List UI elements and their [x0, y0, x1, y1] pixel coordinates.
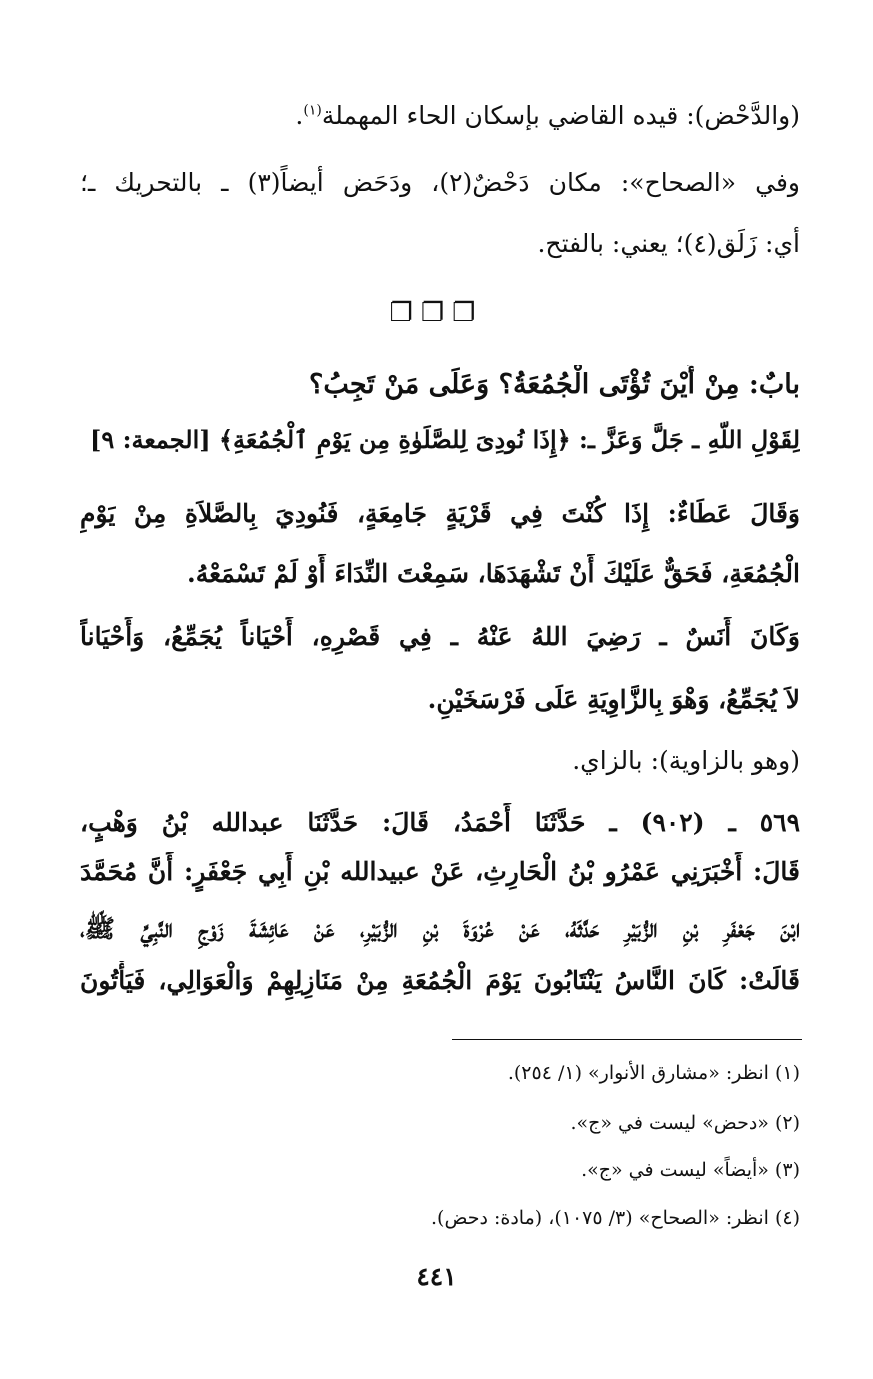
body-line-10: قَالَ: أَخْبَرَنِي عَمْرُو بْنُ الْحَارِثِ، عَنْ عبيدالله بْنِ أَبِي جَعْفَرٍ: أَنَّ مُحَمَّدَ — [80, 857, 800, 886]
body-line-1 — [80, 96, 800, 136]
page-number: ٤٤١ — [416, 1262, 457, 1291]
footnote-4: (٤) انظر: «الصحاح» (٣/ ١٠٧٥)، (مادة: دحض). — [431, 1207, 800, 1229]
body-line-4: وَقَالَ عَطَاءٌ: إِذَا كُنْتَ فِي قَرْيَةٍ جَامِعَةٍ، فَنُودِيَ بِالصَّلاَةِ مِنْ يَوْمِ — [80, 499, 800, 528]
footnote-3: (٣) «أيضاً» ليست في «ج». — [581, 1159, 800, 1181]
body-line-11: ابْنَ جَعْفَرِ بْنِ الزُّبَيْرِ حَدَّثَهُ، عَنْ عُرْوَةَ بْنِ الزُّبَيْرِ، عَنْ عَائِشَةَ زَوْجِ النَّبِيِّ ﷺ، — [80, 914, 800, 943]
body-line-2: وفي «الصحاح»: مكان دَحْضٌ(٢)، ودَحَض أيضاً(٣) ـ بالتحريك ـ؛ — [80, 168, 800, 197]
body-line-6: وَكَانَ أَنَسٌ ـ رَضِيَ اللهُ عَنْهُ ـ فِي قَصْرِهِ، أَحْيَاناً يُجَمِّعُ، وَأَحْيَاناً — [80, 622, 800, 651]
body-line-1-text: (والدَّحْض): قيده القاضي بإسكان الحاء المهملة — [321, 101, 800, 130]
body-line-8: (وهو بالزاوية): بالزاي. — [572, 746, 800, 775]
section-separator: ❐❐❐ — [389, 298, 484, 328]
footnote-divider — [452, 1039, 802, 1040]
body-line-1-end: . — [295, 101, 304, 130]
verse-line: لِقَوْلِ اللّهِ ـ جَلَّ وَعَزَّ ـ: ﴿إِذَا نُودِىَ لِلصَّلَوٰةِ مِن يَوْمِ ٱلْجُمُعَةِ﴾ [الجمعة: ٩] — [90, 425, 800, 454]
footnote-marker-1: (١) — [303, 102, 322, 119]
body-line-12: قَالَتْ: كَانَ النَّاسُ يَنْتَابُونَ يَوْمَ الْجُمُعَةِ مِنْ مَنَازِلِهِمْ وَالْعَوَالِي، فَيَأْتُونَ — [80, 966, 800, 995]
body-line-9: ٥٦٩ ـ (٩٠٢) ـ حَدَّثَنَا أَحْمَدُ، قَالَ: حَدَّثَنَا عبدالله بْنُ وَهْبٍ، — [80, 808, 800, 837]
body-line-7: لاَ يُجَمِّعُ، وَهْوَ بِالزَّاوِيَةِ عَلَى فَرْسَخَيْنِ. — [427, 685, 800, 714]
chapter-heading: بابٌ: مِنْ أَيْنَ تُؤْتَى الْجُمُعَةُ؟ وَعَلَى مَنْ تَجِبُ؟ — [309, 369, 800, 400]
footnote-1: (١) انظر: «مشارق الأنوار» (١/ ٢٥٤). — [507, 1062, 800, 1084]
body-line-5: الْجُمُعَةِ، فَحَقٌّ عَلَيْكَ أَنْ تَشْهَدَهَا، سَمِعْتَ النِّدَاءَ أَوْ لَمْ تَسْمَعْهُ. — [187, 559, 800, 588]
footnote-2: (٢) «دحض» ليست في «ج». — [570, 1112, 800, 1134]
body-line-3: أي: زَلَق(٤)؛ يعني: بالفتح. — [537, 229, 800, 258]
